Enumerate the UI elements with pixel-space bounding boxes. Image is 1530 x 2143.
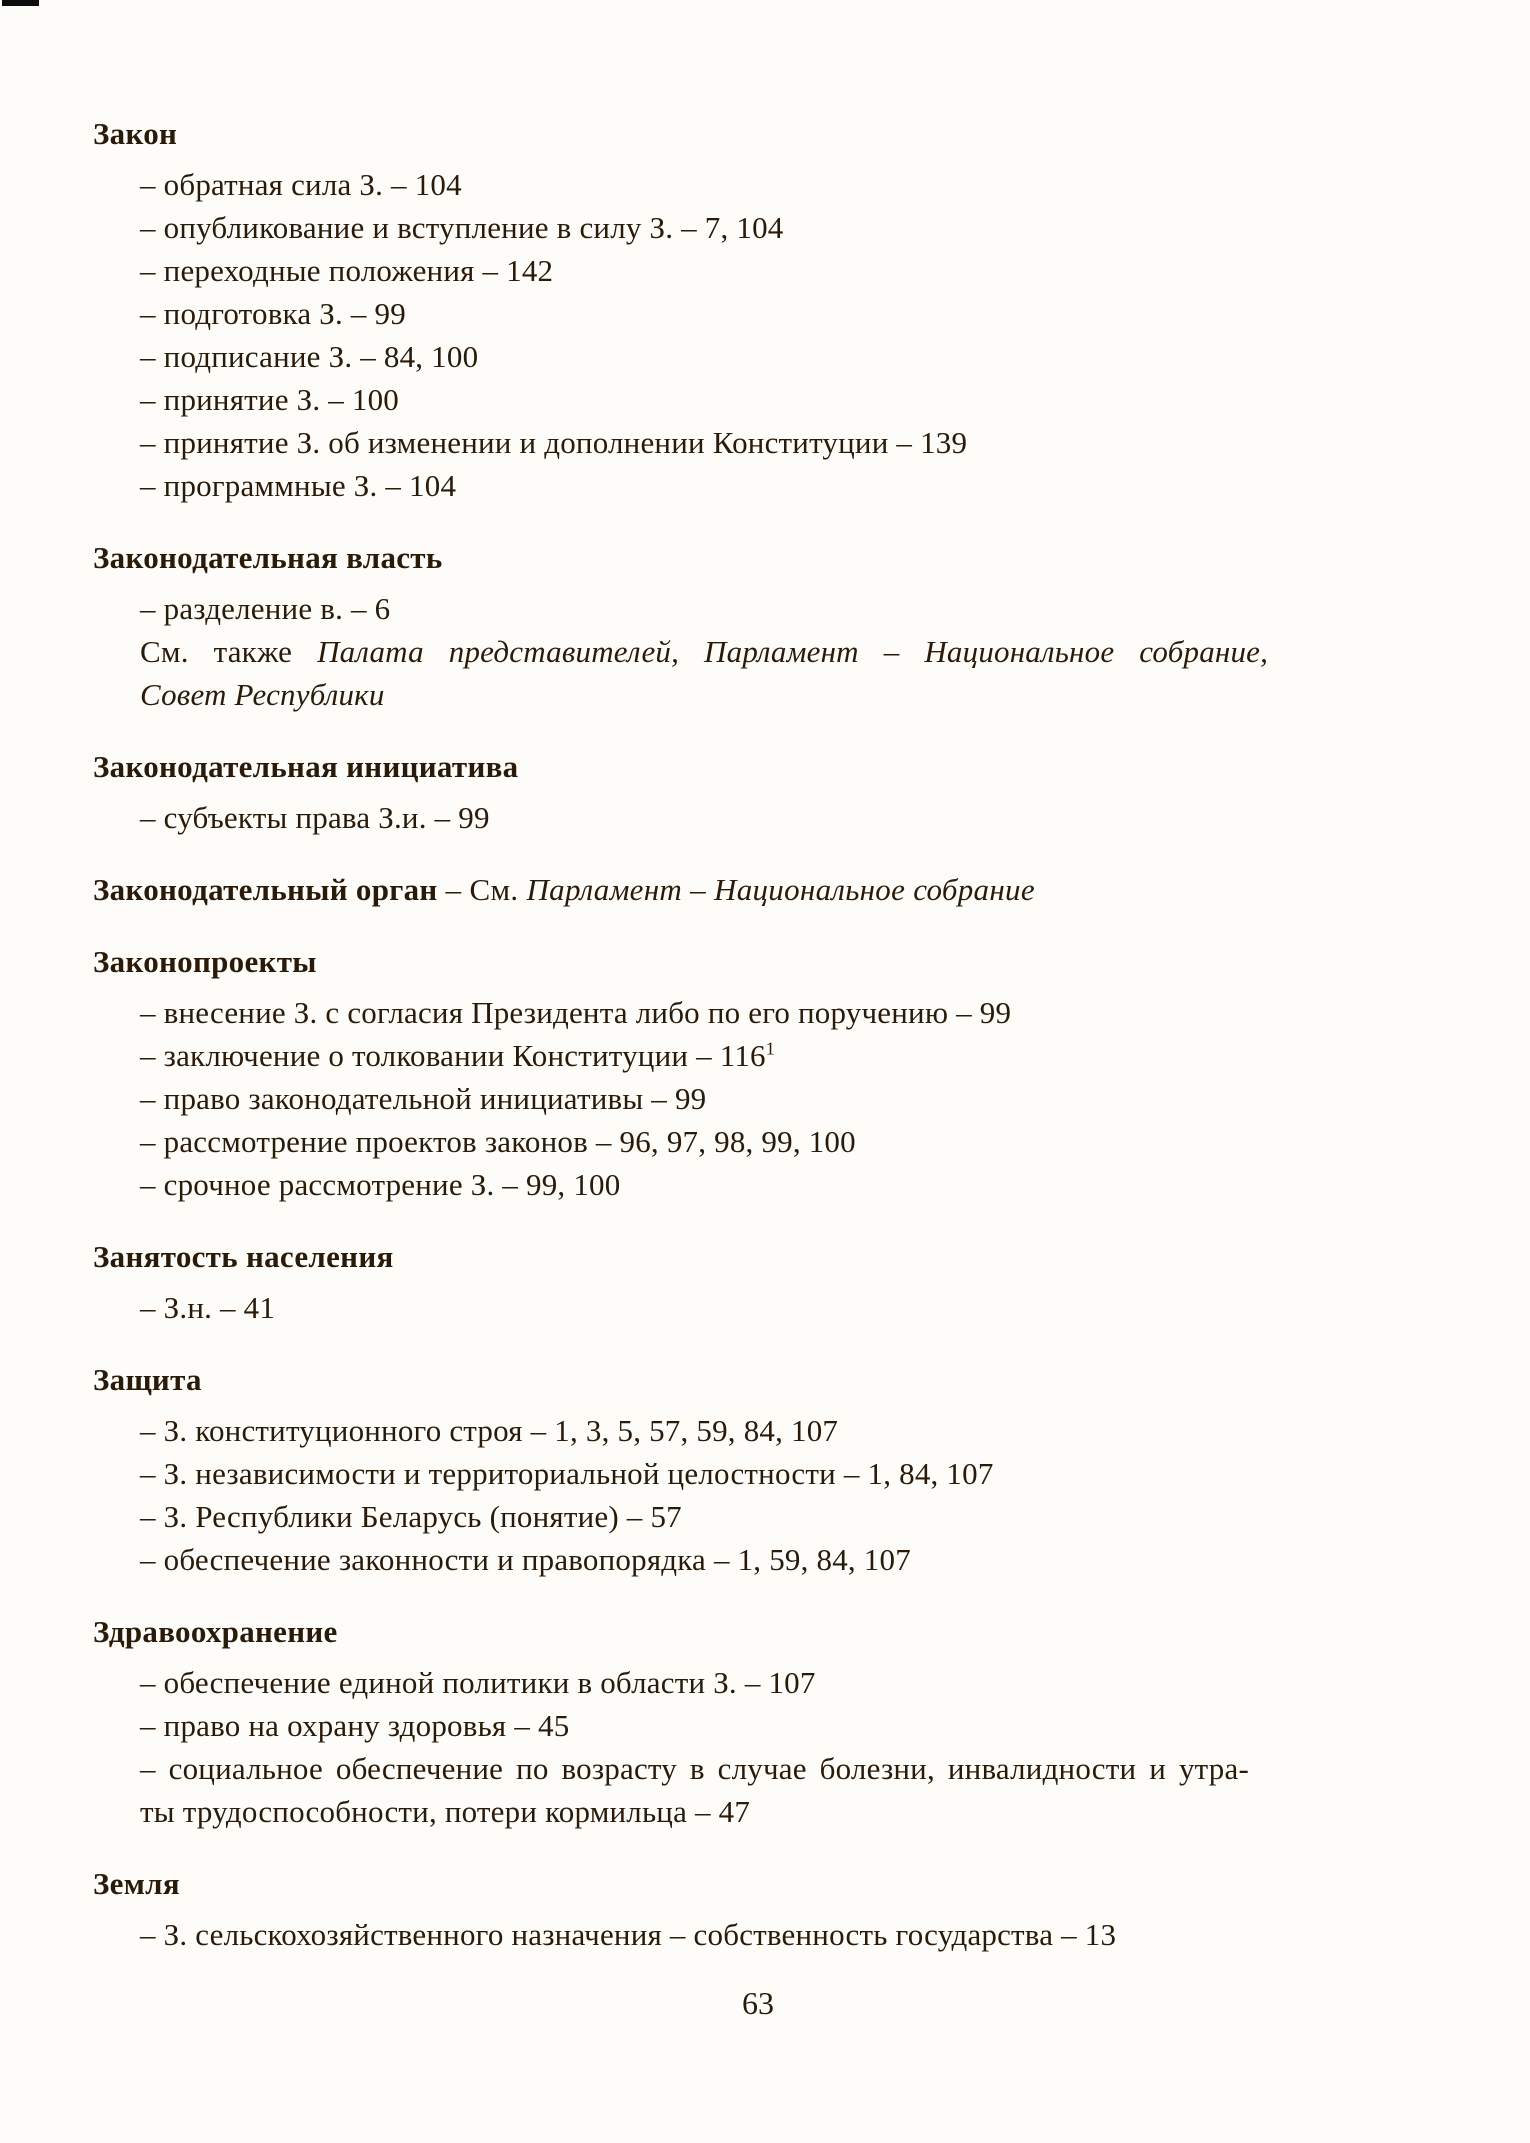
index-item-list [140,1661,1420,1833]
index-item: – З. конституционного строя – 1, 3, 5, 57, 59, 84, 107 [140,1413,839,1448]
index-term-with-cross-ref [93,868,1420,911]
index-item: – субъекты права З.и. – 99 [140,800,490,835]
index-item: – срочное рассмотрение З. – 99, 100 [140,1167,621,1202]
index-item: – обеспечение законности и правопорядка – 1, 59, 84, 107 [140,1542,911,1577]
index-item: – обратная сила З. – 104 [140,167,462,202]
index-item: – З. Республики Беларусь (понятие) – 57 [140,1499,682,1534]
index-item: – право законодательной инициативы – 99 [140,1081,707,1116]
index-item-list [140,1286,1420,1329]
index-term: Защита [93,1362,202,1397]
index-item: – подписание З. – 84, 100 [140,339,479,374]
index-item-with-superscript [140,1034,1420,1077]
index-entry [93,1235,1420,1329]
index-item-list [140,163,1420,507]
see-also-prefix: См. также [140,634,318,669]
index-item: – З. независимости и территориальной целостности – 1, 84, 107 [140,1456,994,1491]
index-item: – переходные положения – 142 [140,253,554,288]
scan-artifact-bar [2,0,39,6]
index-item: – подготовка З. – 99 [140,296,406,331]
index-item: – заключение о толковании Конституции – 116 [140,1038,766,1073]
index-item: – опубликование и вступление в силу З. – 7, 104 [140,210,784,245]
index-entry [93,536,1420,716]
index-entry [93,868,1420,911]
index-item: – внесение З. с согласия Президента либо по его поручению – 99 [140,995,1012,1030]
index-item: – З.н. – 41 [140,1290,276,1325]
index-item-list [140,1913,1420,1956]
index-item: – разделение в. – 6 [140,591,391,626]
index-item: – принятие З. – 100 [140,382,400,417]
index-term: Законопроекты [93,944,317,979]
see-also-reference: Палата представителей, Парламент – Национальное собрание, [317,634,1269,669]
index-item-wrapped-line1: – социальное обеспечение по возрасту в случае болезни, инвалидности и утра- [140,1751,1249,1786]
index-entry [93,940,1420,1206]
index-section [93,112,1420,1985]
index-entry [93,1862,1420,1956]
cross-ref-prefix: – См. [437,872,527,907]
superscript-note: 1 [765,1038,775,1059]
index-item: – программные З. – 104 [140,468,457,503]
index-term: Земля [93,1866,180,1901]
index-entry [93,1358,1420,1581]
index-item-wrapped-line2: ты трудоспособности, потери кормильца – 47 [140,1794,751,1829]
index-entry [93,112,1420,507]
cross-ref-reference: Парламент – Национальное собрание [526,872,1035,907]
index-item: – рассмотрение проектов законов – 96, 97, 98, 99, 100 [140,1124,856,1159]
index-term: Законодательная инициатива [93,749,519,784]
index-item: – право на охрану здоровья – 45 [140,1708,570,1743]
index-item: – принятие З. об изменении и дополнении Конституции – 139 [140,425,968,460]
index-item-list [140,991,1420,1206]
index-item: – обеспечение единой политики в области З. – 107 [140,1665,816,1700]
index-item-list [140,587,1420,716]
index-see-also [140,630,1420,673]
index-item-list [140,796,1420,839]
page-number: 63 [742,1985,774,2021]
index-entry [93,745,1420,839]
index-term: Закон [93,116,178,151]
index-entry [93,1610,1420,1833]
index-term: Законодательный орган [93,872,438,907]
index-item-list [140,1409,1420,1581]
see-also-reference: Совет Республики [140,677,385,712]
index-term: Занятость населения [93,1239,394,1274]
index-see-also-continuation [140,673,1420,716]
index-item: – З. сельскохозяйственного назначения – собственность государства – 13 [140,1917,1117,1952]
index-term: Здравоохранение [93,1614,338,1649]
index-term: Законодательная власть [93,540,443,575]
